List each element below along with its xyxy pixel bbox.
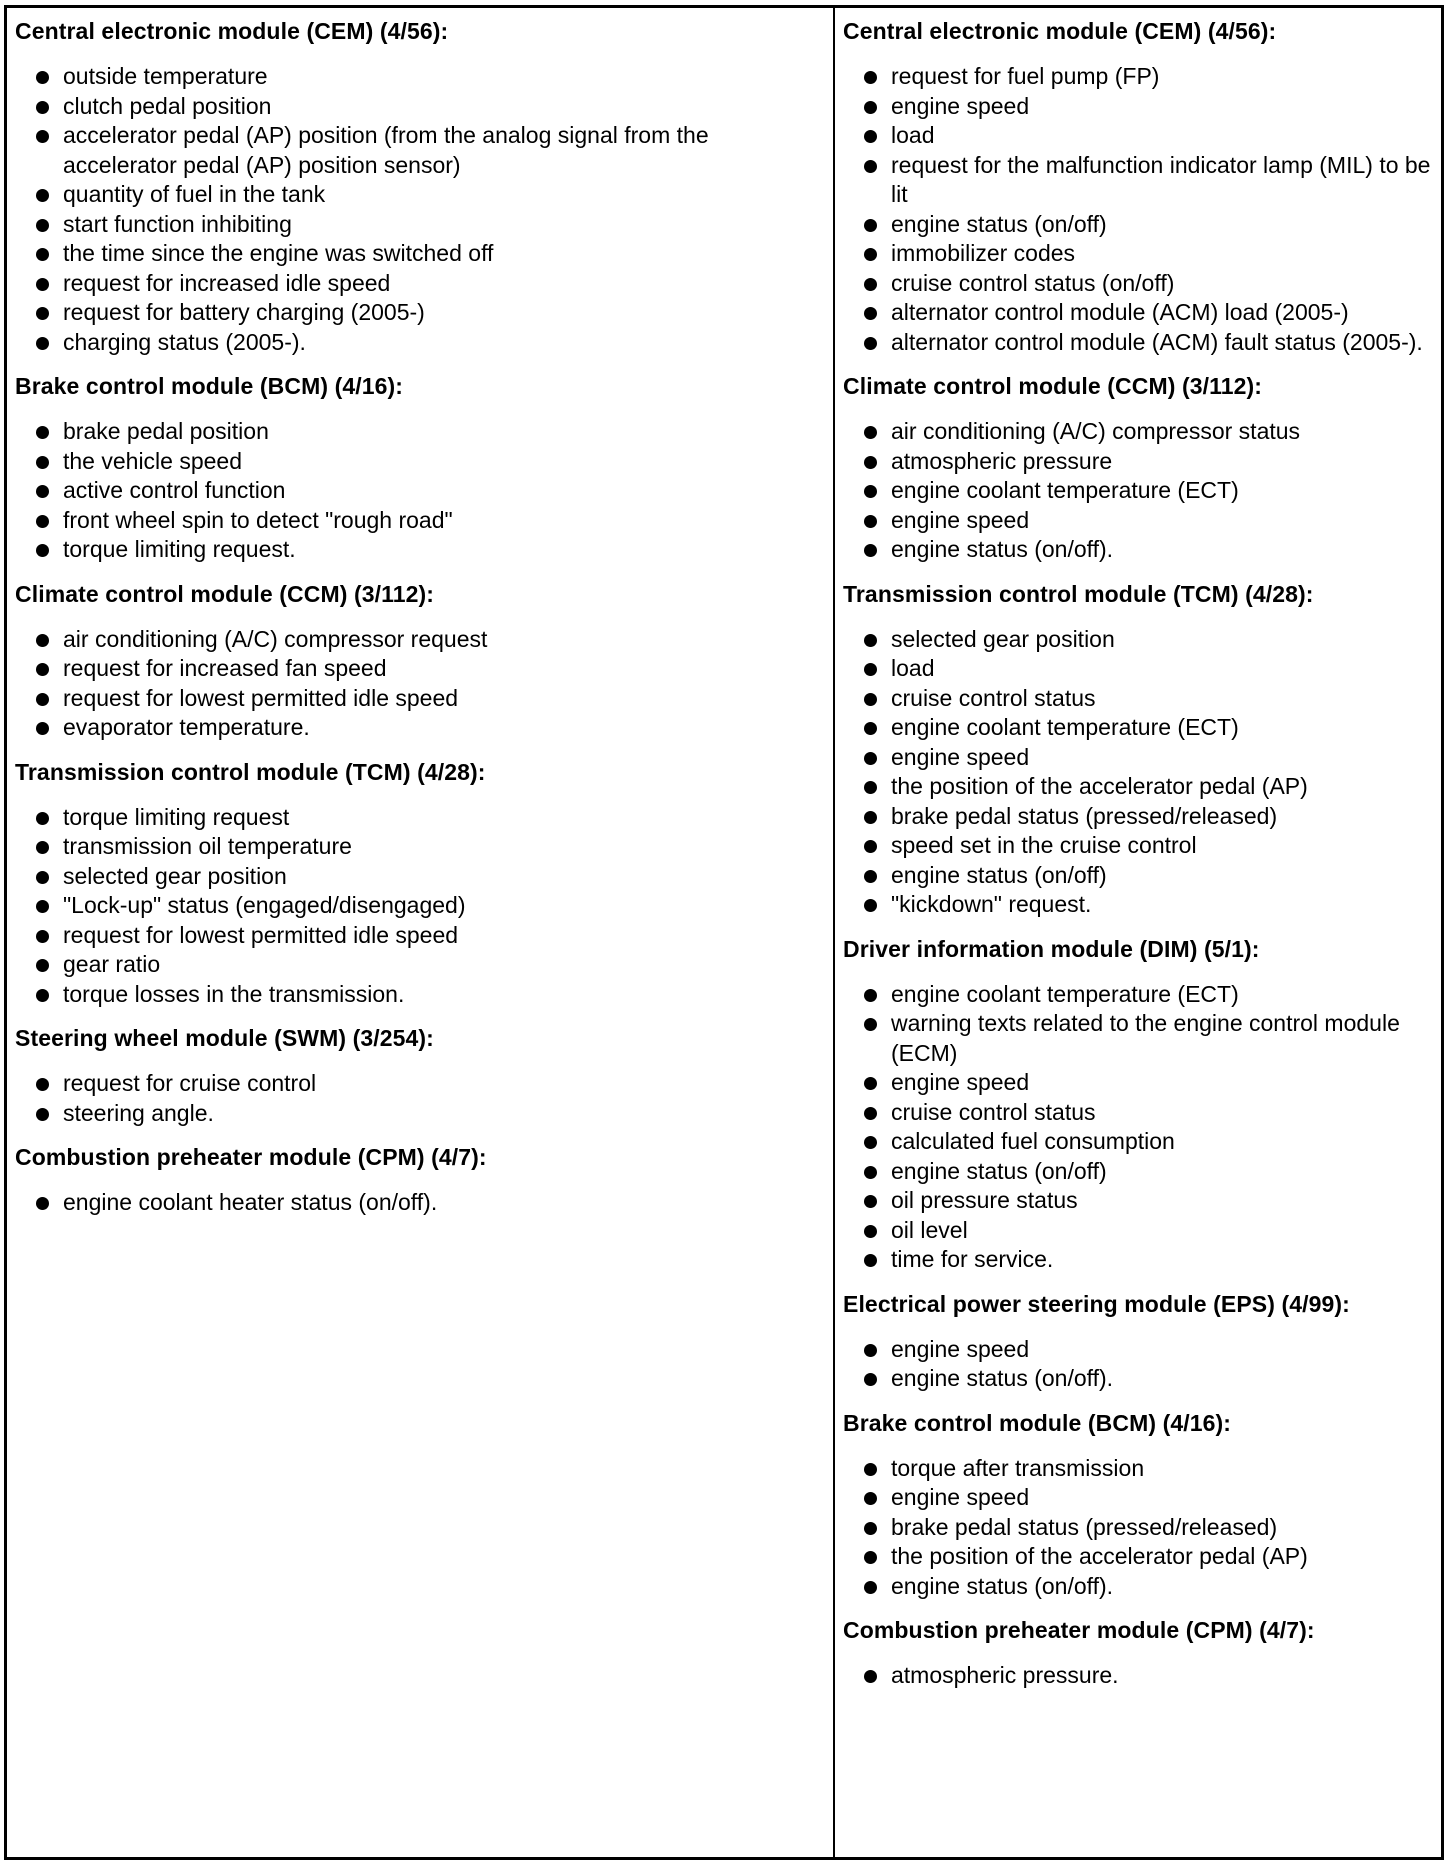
bullet-icon <box>36 1108 49 1121</box>
list-item <box>843 1186 1441 1216</box>
section-heading: Brake control module (BCM) (4/16): <box>15 373 404 399</box>
list-item <box>15 121 833 180</box>
bullet-icon <box>864 1463 877 1476</box>
list-item-text: torque after transmission <box>891 1454 1145 1481</box>
list-item-text: active control function <box>63 477 286 503</box>
list-item <box>843 802 1441 832</box>
list-item <box>15 298 833 328</box>
signal-list <box>843 1661 1441 1691</box>
list-item-text: the time since the engine was switched off <box>63 240 494 266</box>
list-item-text: atmospheric pressure. <box>891 1662 1119 1688</box>
module-section <box>843 1408 1441 1602</box>
bullet-icon <box>864 515 877 528</box>
list-item <box>15 980 833 1010</box>
list-item <box>15 476 833 506</box>
bullet-icon <box>864 1670 877 1683</box>
bullet-icon <box>36 544 49 557</box>
list-item-text: brake pedal status (pressed/released) <box>891 1513 1278 1540</box>
left-column <box>7 8 835 1857</box>
list-item-text: time for service. <box>891 1246 1054 1272</box>
list-item-text: engine status (on/off) <box>891 1157 1107 1184</box>
list-item-text: immobilizer codes <box>891 240 1076 266</box>
signal-list <box>843 1335 1441 1394</box>
bullet-icon <box>36 426 49 439</box>
list-item-text: calculated fuel consumption <box>891 1128 1175 1154</box>
list-item <box>843 535 1441 565</box>
bullet-icon <box>36 515 49 528</box>
list-item <box>843 239 1441 269</box>
list-item-text: cruise control status <box>891 1098 1096 1125</box>
list-item <box>15 862 833 892</box>
list-item <box>843 1661 1441 1691</box>
bullet-icon <box>36 307 49 320</box>
list-item <box>843 890 1441 920</box>
list-item <box>15 625 833 655</box>
module-section <box>843 1289 1441 1394</box>
bullet-icon <box>864 337 877 350</box>
list-item <box>843 654 1441 684</box>
list-item-text: engine status (on/off). <box>891 1572 1114 1599</box>
list-item-text: engine coolant temperature (ECT) <box>891 714 1239 740</box>
list-item-text: air conditioning (A/C) compressor request <box>63 625 488 652</box>
bullet-icon <box>36 930 49 943</box>
list-item-text: outside temperature <box>63 63 268 89</box>
list-item <box>15 921 833 951</box>
list-item-text: steering angle. <box>63 1099 214 1126</box>
list-item <box>15 832 833 862</box>
signal-list <box>843 980 1441 1275</box>
section-heading: Climate control module (CCM) (3/112): <box>15 580 435 607</box>
bullet-icon <box>36 989 49 1002</box>
list-item-text: engine status (on/off). <box>891 1365 1114 1391</box>
section-heading: Transmission control module (TCM) (4/28): <box>15 758 486 785</box>
bullet-icon <box>864 1195 877 1208</box>
list-item <box>843 743 1441 773</box>
list-item-text: request for increased fan speed <box>63 655 387 681</box>
list-item <box>843 210 1441 240</box>
list-item-text: the position of the accelerator pedal (AP) <box>891 773 1308 799</box>
bullet-icon <box>864 160 877 173</box>
section-heading: Electrical power steering module (EPS) (4/99): <box>843 1290 1350 1317</box>
list-item <box>15 239 833 269</box>
module-section <box>15 579 833 743</box>
list-item <box>15 92 833 122</box>
bullet-icon <box>36 101 49 114</box>
list-item-text: load <box>891 122 935 148</box>
list-item-text: oil level <box>891 1216 968 1243</box>
bullet-icon <box>864 1373 877 1386</box>
bullet-icon <box>36 1197 49 1210</box>
section-heading: Climate control module (CCM) (3/112): <box>843 373 1263 399</box>
bullet-icon <box>36 722 49 735</box>
list-item-text: engine speed <box>891 92 1030 119</box>
list-item-text: engine speed <box>891 1484 1030 1510</box>
bullet-icon <box>864 899 877 912</box>
list-item <box>843 1068 1441 1098</box>
bullet-icon <box>36 278 49 291</box>
signal-list <box>15 803 833 1010</box>
list-item-text: request for the malfunction indicator lamp (MIL) to be lit <box>891 151 1431 207</box>
list-item-text: load <box>891 655 935 681</box>
bullet-icon <box>864 870 877 883</box>
list-item-text: start function inhibiting <box>63 210 292 237</box>
list-item-text: quantity of fuel in the tank <box>63 181 326 207</box>
list-item-text: request for lowest permitted idle speed <box>63 684 459 711</box>
list-item <box>843 1572 1441 1602</box>
list-item-text: engine status (on/off) <box>891 861 1107 888</box>
section-heading: Central electronic module (CEM) (4/56): <box>15 18 449 44</box>
module-section <box>843 934 1441 1275</box>
bullet-icon <box>864 485 877 498</box>
list-item <box>843 861 1441 891</box>
list-item-text: clutch pedal position <box>63 92 272 119</box>
bullet-icon <box>864 1344 877 1357</box>
list-item <box>843 831 1441 861</box>
list-item-text: engine status (on/off). <box>891 536 1114 562</box>
list-item-text: engine coolant temperature (ECT) <box>891 980 1239 1007</box>
signal-list <box>843 62 1441 357</box>
list-item <box>15 1099 833 1129</box>
list-item-text: torque limiting request <box>63 803 290 830</box>
bullet-icon <box>36 841 49 854</box>
module-section <box>15 757 833 1010</box>
bullet-icon <box>864 1107 877 1120</box>
list-item <box>843 1127 1441 1157</box>
module-section <box>15 16 833 357</box>
bullet-icon <box>864 248 877 261</box>
list-item <box>843 269 1441 299</box>
list-item-text: evaporator temperature. <box>63 714 310 740</box>
bullet-icon <box>864 1225 877 1238</box>
bullet-icon <box>864 1581 877 1594</box>
bullet-icon <box>864 1522 877 1535</box>
list-item <box>843 151 1441 210</box>
bullet-icon <box>864 456 877 469</box>
bullet-icon <box>864 101 877 114</box>
list-item <box>15 950 833 980</box>
module-section <box>843 1615 1441 1691</box>
document-table <box>4 5 1444 1860</box>
bullet-icon <box>864 1492 877 1505</box>
bullet-icon <box>864 1077 877 1090</box>
list-item <box>843 447 1441 477</box>
list-item <box>843 684 1441 714</box>
bullet-icon <box>864 722 877 735</box>
bullet-icon <box>36 337 49 350</box>
list-item <box>843 92 1441 122</box>
list-item <box>843 62 1441 92</box>
list-item-text: engine coolant heater status (on/off). <box>63 1189 438 1215</box>
section-heading: Combustion preheater module (CPM) (4/7): <box>843 1617 1315 1643</box>
module-section <box>15 371 833 565</box>
list-item <box>843 1216 1441 1246</box>
list-item <box>843 476 1441 506</box>
list-item-text: "kickdown" request. <box>891 891 1092 917</box>
bullet-icon <box>864 426 877 439</box>
bullet-icon <box>864 840 877 853</box>
list-item <box>843 713 1441 743</box>
bullet-icon <box>864 71 877 84</box>
bullet-icon <box>864 1254 877 1267</box>
module-section <box>15 1142 833 1218</box>
section-heading: Central electronic module (CEM) (4/56): <box>843 18 1277 44</box>
list-item-text: alternator control module (ACM) fault status (2005-). <box>891 328 1423 355</box>
bullet-icon <box>864 634 877 647</box>
list-item <box>843 1157 1441 1187</box>
list-item <box>15 1188 833 1218</box>
bullet-icon <box>864 693 877 706</box>
list-item <box>15 713 833 743</box>
list-item-text: request for increased idle speed <box>63 269 391 296</box>
list-item <box>15 891 833 921</box>
list-item <box>15 62 833 92</box>
bullet-icon <box>36 871 49 884</box>
section-heading: Brake control module (BCM) (4/16): <box>843 1409 1232 1436</box>
list-item <box>843 1009 1441 1068</box>
section-heading: Transmission control module (TCM) (4/28): <box>843 580 1314 607</box>
module-section <box>843 371 1441 565</box>
list-item <box>843 1513 1441 1543</box>
list-item <box>15 803 833 833</box>
signal-list <box>15 417 833 565</box>
bullet-icon <box>36 812 49 825</box>
list-item-text: request for lowest permitted idle speed <box>63 921 459 948</box>
list-item-text: air conditioning (A/C) compressor status <box>891 418 1301 444</box>
list-item-text: oil pressure status <box>891 1187 1078 1213</box>
list-item-text: engine speed <box>891 743 1030 770</box>
list-item-text: request for fuel pump (FP) <box>891 63 1160 89</box>
signal-list <box>15 625 833 743</box>
module-section <box>15 1023 833 1128</box>
list-item-text: engine status (on/off) <box>891 210 1107 237</box>
bullet-icon <box>36 693 49 706</box>
list-item <box>15 269 833 299</box>
list-item-text: the position of the accelerator pedal (AP) <box>891 1543 1308 1569</box>
list-item-text: speed set in the cruise control <box>891 832 1197 858</box>
list-item <box>843 1454 1441 1484</box>
bullet-icon <box>36 219 49 232</box>
list-item-text: charging status (2005-). <box>63 328 306 355</box>
list-item-text: accelerator pedal (AP) position (from the analog signal from the accelerator pedal (AP) position sensor) <box>63 122 709 178</box>
bullet-icon <box>864 811 877 824</box>
list-item <box>843 506 1441 536</box>
list-item <box>15 535 833 565</box>
list-item-text: selected gear position <box>891 625 1115 652</box>
list-item-text: brake pedal position <box>63 418 269 444</box>
bullet-icon <box>864 307 877 320</box>
list-item-text: request for battery charging (2005-) <box>63 299 425 325</box>
list-item-text: cruise control status <box>891 684 1096 711</box>
list-item-text: torque limiting request. <box>63 536 296 562</box>
bullet-icon <box>864 752 877 765</box>
bullet-icon <box>864 219 877 232</box>
list-item-text: selected gear position <box>63 862 287 889</box>
signal-list <box>15 1188 833 1218</box>
list-item-text: cruise control status (on/off) <box>891 269 1175 296</box>
list-item <box>843 772 1441 802</box>
right-column <box>835 8 1441 1857</box>
signal-list <box>15 62 833 357</box>
signal-list <box>15 1069 833 1128</box>
bullet-icon <box>864 1136 877 1149</box>
signal-list <box>843 1454 1441 1602</box>
list-item-text: warning texts related to the engine control module (ECM) <box>891 1010 1400 1066</box>
section-heading: Driver information module (DIM) (5/1): <box>843 935 1260 962</box>
bullet-icon <box>864 989 877 1002</box>
list-item <box>843 298 1441 328</box>
list-item <box>843 980 1441 1010</box>
list-item <box>843 1364 1441 1394</box>
section-heading: Steering wheel module (SWM) (3/254): <box>15 1025 434 1051</box>
list-item <box>15 417 833 447</box>
list-item <box>843 328 1441 358</box>
signal-list <box>843 625 1441 920</box>
list-item-text: brake pedal status (pressed/released) <box>891 802 1278 829</box>
bullet-icon <box>36 959 49 972</box>
list-item <box>15 328 833 358</box>
list-item <box>843 417 1441 447</box>
bullet-icon <box>36 1078 49 1091</box>
bullet-icon <box>864 1551 877 1564</box>
bullet-icon <box>36 456 49 469</box>
bullet-icon <box>864 1018 877 1031</box>
list-item <box>843 1542 1441 1572</box>
signal-list <box>843 417 1441 565</box>
list-item <box>843 1335 1441 1365</box>
bullet-icon <box>36 485 49 498</box>
bullet-icon <box>36 900 49 913</box>
list-item-text: the vehicle speed <box>63 447 243 474</box>
list-item <box>843 1483 1441 1513</box>
list-item <box>15 180 833 210</box>
list-item-text: transmission oil temperature <box>63 833 352 859</box>
bullet-icon <box>36 663 49 676</box>
bullet-icon <box>36 130 49 143</box>
bullet-icon <box>36 71 49 84</box>
bullet-icon <box>36 248 49 261</box>
module-section <box>843 16 1441 357</box>
list-item-text: alternator control module (ACM) load (2005-) <box>891 299 1349 325</box>
bullet-icon <box>864 781 877 794</box>
list-item <box>843 121 1441 151</box>
list-item <box>843 625 1441 655</box>
list-item-text: atmospheric pressure <box>891 447 1113 474</box>
bullet-icon <box>864 130 877 143</box>
module-section <box>843 579 1441 920</box>
bullet-icon <box>36 634 49 647</box>
list-item-text: torque losses in the transmission. <box>63 980 405 1007</box>
list-item-text: front wheel spin to detect "rough road" <box>63 506 453 533</box>
list-item <box>15 210 833 240</box>
list-item <box>843 1245 1441 1275</box>
list-item-text: gear ratio <box>63 951 161 977</box>
list-item <box>15 506 833 536</box>
list-item-text: engine speed <box>891 506 1030 533</box>
list-item-text: request for cruise control <box>63 1070 317 1096</box>
bullet-icon <box>36 189 49 202</box>
bullet-icon <box>864 663 877 676</box>
list-item <box>843 1098 1441 1128</box>
bullet-icon <box>864 1166 877 1179</box>
section-heading: Combustion preheater module (CPM) (4/7): <box>15 1144 487 1170</box>
list-item-text: "Lock-up" status (engaged/disengaged) <box>63 892 466 918</box>
list-item <box>15 1069 833 1099</box>
bullet-icon <box>864 544 877 557</box>
bullet-icon <box>864 278 877 291</box>
list-item-text: engine coolant temperature (ECT) <box>891 477 1239 503</box>
list-item <box>15 654 833 684</box>
list-item-text: engine speed <box>891 1335 1030 1362</box>
list-item <box>15 684 833 714</box>
list-item <box>15 447 833 477</box>
list-item-text: engine speed <box>891 1069 1030 1095</box>
